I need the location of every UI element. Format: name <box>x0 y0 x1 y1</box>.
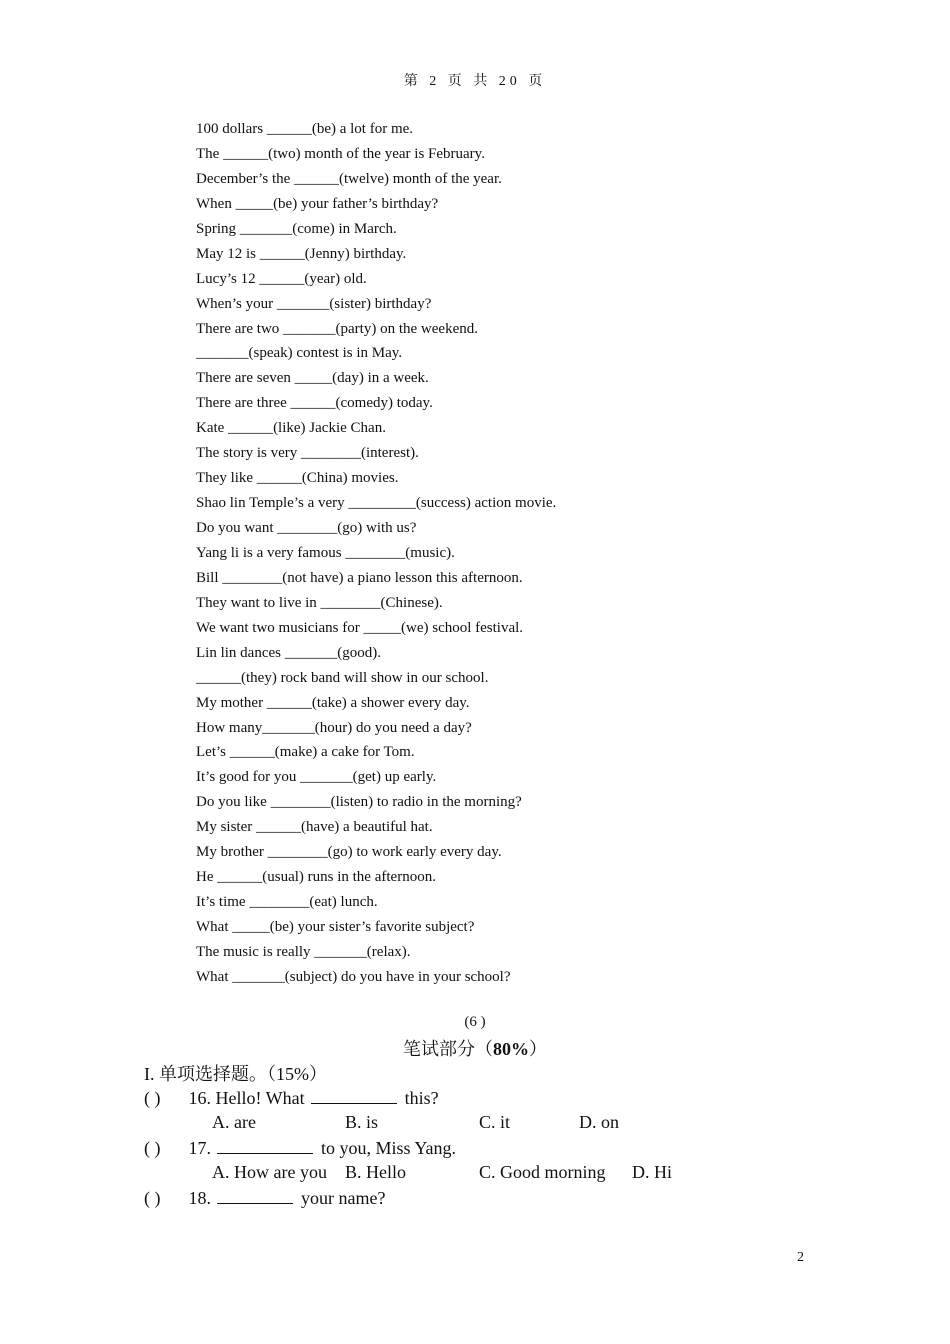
exercise-item: It’s good for you _______(get) up early. <box>196 769 437 786</box>
section-title-prefix: 笔试部分（ <box>403 1039 493 1059</box>
exercise-item: He ______(usual) runs in the afternoon. <box>196 869 436 886</box>
question-text-after: your name? <box>301 1188 386 1208</box>
exercise-item: The music is really _______(relax). <box>196 943 411 960</box>
option-a: A. are <box>212 1112 256 1132</box>
answer-blank <box>217 1135 313 1154</box>
exercise-item: When’s your _______(sister) birthday? <box>196 295 432 312</box>
section-title <box>0 1035 950 1061</box>
option-b: B. Hello <box>345 1162 406 1182</box>
exercise-item: The ______(two) month of the year is February. <box>196 145 485 162</box>
exercise-item: There are three ______(comedy) today. <box>196 395 433 412</box>
answer-bracket: ( ) <box>144 1088 161 1108</box>
question-text: 18. <box>188 1188 211 1208</box>
option-a: A. How are you <box>212 1162 327 1182</box>
option-c: C. Good morning <box>479 1162 606 1182</box>
exercise-item: Yang li is a very famous ________(music). <box>196 544 455 561</box>
page-header: 第 2 页 共 20 页 <box>403 74 547 89</box>
exercise-item: Lucy’s 12 ______(year) old. <box>196 270 367 287</box>
exercise-item: ______(they) rock band will show in our school. <box>196 669 489 686</box>
exercise-item: Lin lin dances _______(good). <box>196 644 381 661</box>
exercise-item: May 12 is ______(Jenny) birthday. <box>196 245 407 262</box>
question-text: 17. <box>188 1138 211 1158</box>
exercise-item: My sister ______(have) a beautiful hat. <box>196 819 433 836</box>
exercise-item: December’s the ______(twelve) month of the year. <box>196 170 502 187</box>
answer-blank <box>311 1085 397 1104</box>
exercise-item: When _____(be) your father’s birthday? <box>196 195 439 212</box>
option-b: B. is <box>345 1112 379 1132</box>
question-text-after: this? <box>404 1088 439 1108</box>
question-text-after: to you, Miss Yang. <box>321 1138 457 1158</box>
exercise-item: _______(speak) contest is in May. <box>196 345 403 362</box>
question-18 <box>144 1185 385 1210</box>
fill-in-exercise-list <box>196 117 556 990</box>
section-title-percent: 80% <box>493 1039 529 1059</box>
question-16 <box>144 1085 439 1110</box>
exercise-item: Do you want ________(go) with us? <box>196 520 417 536</box>
exercise-item: Spring _______(come) in March. <box>196 220 397 237</box>
option-c: C. it <box>479 1112 511 1132</box>
exercise-item: What _____(be) your sister’s favorite subject? <box>196 919 475 935</box>
answer-blank <box>217 1185 293 1204</box>
exercise-item: It’s time ________(eat) lunch. <box>196 894 378 911</box>
exercise-item: Bill ________(not have) a piano lesson this afternoon. <box>196 569 523 586</box>
exercise-item: 100 dollars ______(be) a lot for me. <box>196 121 414 137</box>
page-number: 2 <box>797 1250 804 1265</box>
answer-bracket: ( ) <box>144 1188 161 1208</box>
exercise-item: What _______(subject) do you have in your school? <box>196 968 511 985</box>
exercise-item: Kate ______(like) Jackie Chan. <box>196 420 386 437</box>
exercise-item: My brother ________(go) to work early every day. <box>196 844 502 861</box>
section-number: (6 ) <box>464 1014 486 1030</box>
question-text: 16. Hello! What <box>188 1088 305 1108</box>
exercise-item: How many_______(hour) do you need a day? <box>196 719 472 736</box>
exercise-item: They like ______(China) movies. <box>196 470 399 487</box>
exercise-item: My mother ______(take) a shower every day. <box>196 694 470 711</box>
exercise-item: Shao lin Temple’s a very _________(success) action movie. <box>196 495 557 512</box>
section-title-suffix: ） <box>529 1039 547 1059</box>
exercise-item: They want to live in ________(Chinese). <box>196 594 443 611</box>
part-one-heading: I. 单项选择题。（15%） <box>144 1064 327 1084</box>
exercise-item: Let’s ______(make) a cake for Tom. <box>196 744 415 761</box>
option-d: D. on <box>579 1112 619 1132</box>
question-17 <box>144 1135 456 1160</box>
exercise-item: Do you like ________(listen) to radio in the morning? <box>196 794 522 811</box>
answer-bracket: ( ) <box>144 1138 161 1158</box>
exercise-item: We want two musicians for _____(we) school festival. <box>196 619 524 636</box>
exercise-item: There are two _______(party) on the weekend. <box>196 320 478 337</box>
exercise-item: The story is very ________(interest). <box>196 445 419 462</box>
exercise-item: There are seven _____(day) in a week. <box>196 370 429 387</box>
option-d: D. Hi <box>632 1162 672 1182</box>
